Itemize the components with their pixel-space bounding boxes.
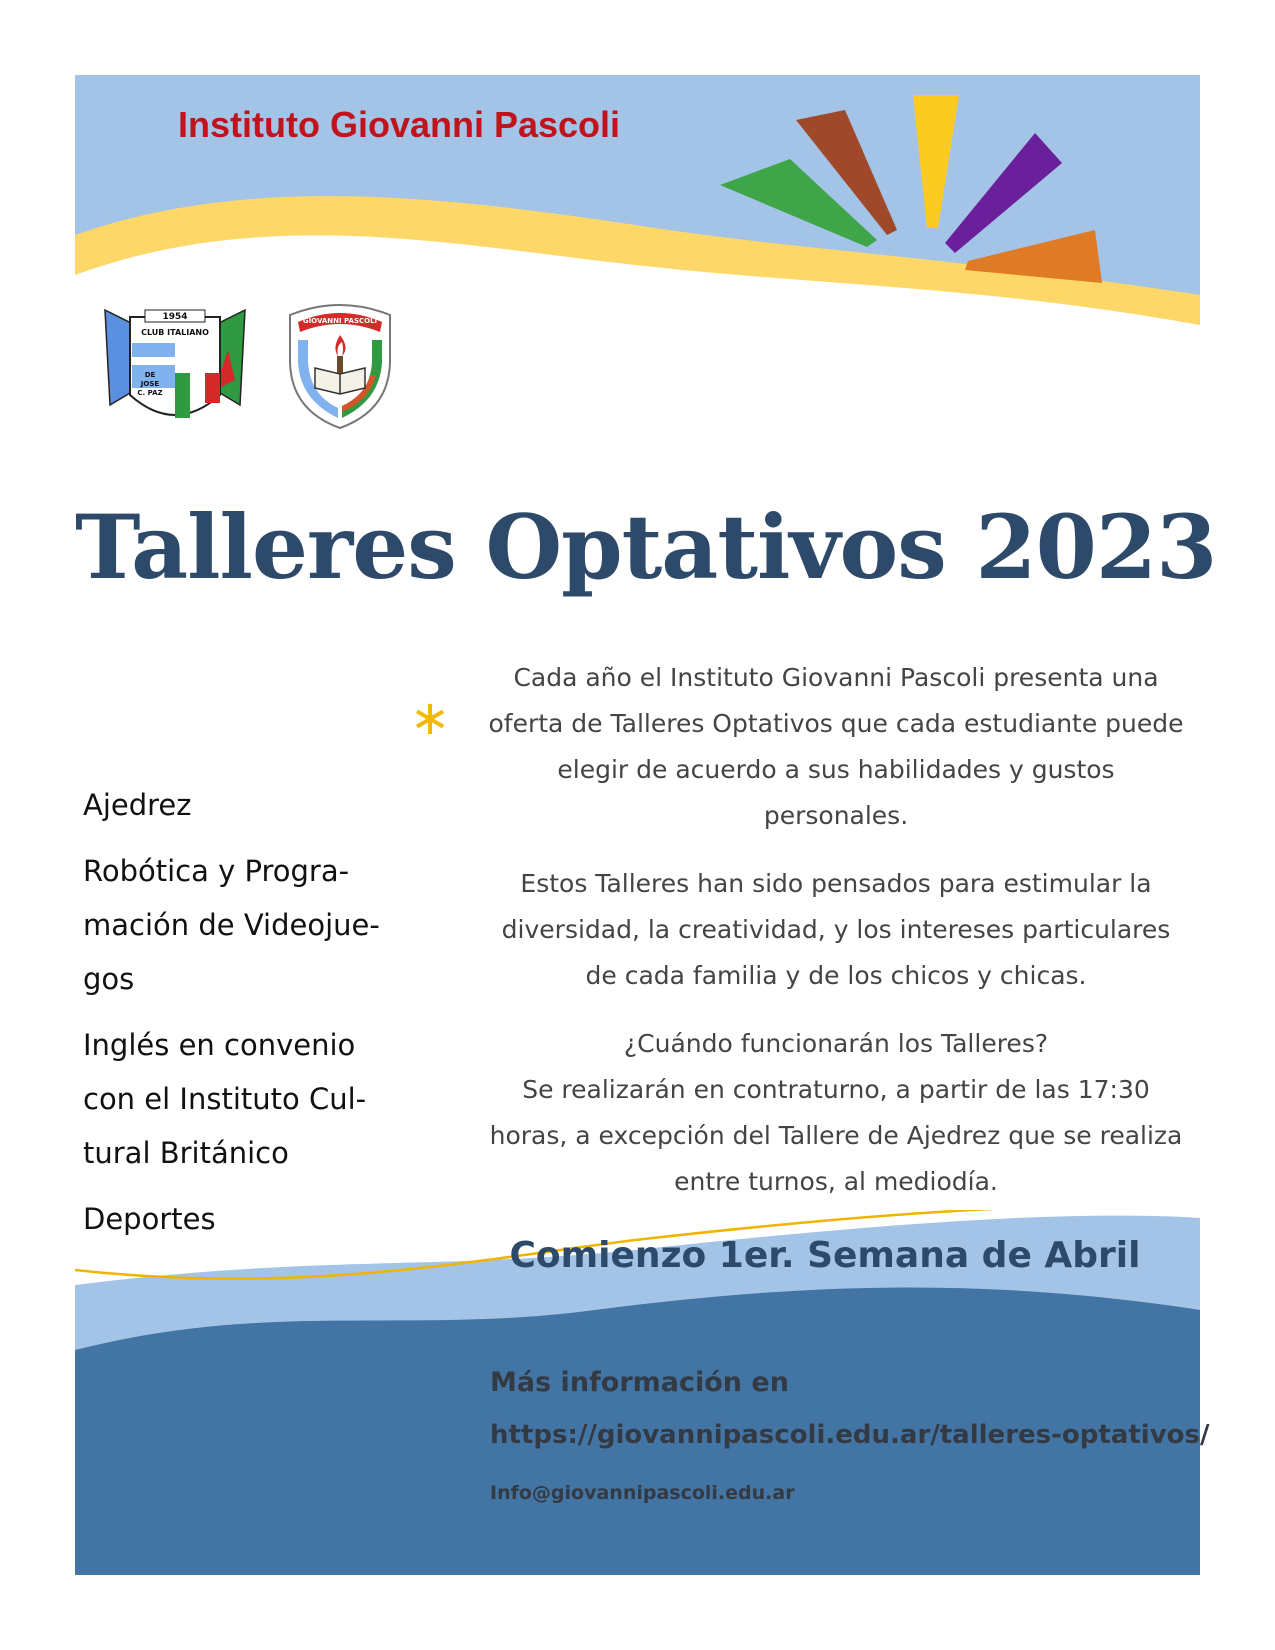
description-column bbox=[486, 655, 1186, 1205]
club-logo-line1: DE bbox=[144, 371, 156, 379]
contact-email-link[interactable]: Info@giovannipascoli.edu.ar bbox=[490, 1482, 795, 1504]
more-info-label: Más información en bbox=[490, 1367, 789, 1398]
giovanni-pascoli-logo bbox=[280, 300, 400, 430]
institute-name: Instituto Giovanni Pascoli bbox=[178, 104, 621, 145]
club-italiano-logo bbox=[100, 305, 250, 430]
workshop-item-ajedrez: Ajedrez bbox=[83, 788, 192, 822]
start-date-banner: Comienzo 1er. Semana de Abril bbox=[509, 1235, 1141, 1276]
workshop-item-ingles: Inglés en convenio con el Instituto Cul-tural Británico bbox=[83, 1028, 367, 1170]
purpose-paragraph: Estos Talleres han sido pensados para estimular la diversidad, la creatividad, y los intereses particulares de cada familia y de los chicos y chicas. bbox=[501, 869, 1171, 990]
more-info-url-link[interactable]: https://giovannipascoli.edu.ar/talleres-optativos/ bbox=[490, 1420, 1210, 1450]
workshop-item-robotica: Robótica y Progra-mación de Videojue-gos bbox=[83, 854, 380, 996]
schedule-answer: Se realizarán en contraturno, a partir de las 17:30 horas, a excepción del Tallere de Ajedrez que se realiza entre turnos, al mediodía. bbox=[489, 1075, 1183, 1196]
schedule-question: ¿Cuándo funcionarán los Talleres? bbox=[623, 1029, 1049, 1058]
workshop-item-deportes: Deportes bbox=[83, 1202, 216, 1236]
club-logo-line3: C. PAZ bbox=[137, 389, 163, 397]
page-title: Talleres Optativos 2023 bbox=[75, 495, 1217, 599]
workshop-list bbox=[83, 778, 413, 1258]
school-logo-band: GIOVANNI PASCOLI bbox=[302, 317, 378, 325]
intro-paragraph: Cada año el Instituto Giovanni Pascoli presenta una oferta de Talleres Optativos que cada estudiante puede elegir de acuerdo a sus habilidades y gustos personales. bbox=[488, 663, 1184, 830]
asterisk-icon: ∗ bbox=[410, 690, 451, 746]
club-logo-band: CLUB ITALIANO bbox=[141, 328, 209, 337]
club-logo-line2: JOSE bbox=[140, 380, 160, 388]
club-logo-year: 1954 bbox=[162, 312, 188, 322]
